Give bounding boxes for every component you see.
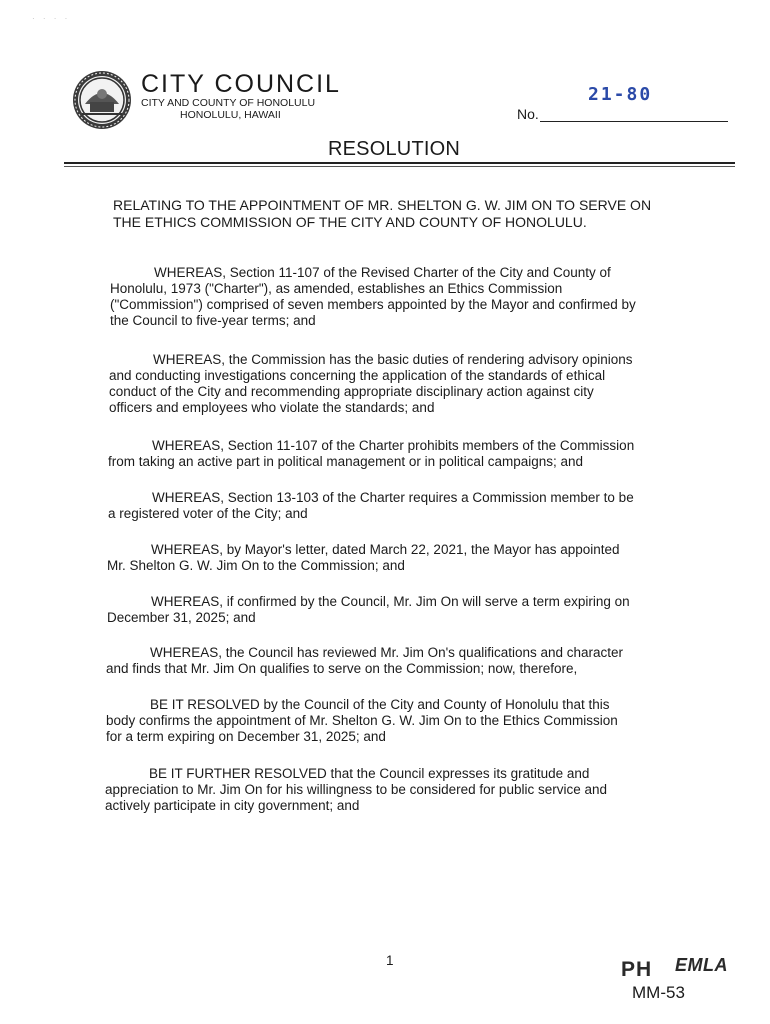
paragraph-line: Mr. Shelton G. W. Jim On to the Commission; and xyxy=(107,558,405,573)
paragraph-line: body confirms the appointment of Mr. Shelton G. W. Jim On to the Ethics Commission xyxy=(106,713,618,728)
scan-artifact: · · · · xyxy=(32,14,71,23)
paragraph-line: conduct of the City and recommending appropriate disciplinary action against city xyxy=(109,384,594,399)
number-label: No. xyxy=(517,106,539,122)
whereas-paragraph-3 xyxy=(108,438,634,470)
stamp-emla: EMLA xyxy=(675,955,728,975)
paragraph-line: and finds that Mr. Jim On qualifies to serve on the Commission; now, therefore, xyxy=(106,661,578,676)
paragraph-line: a registered voter of the City; and xyxy=(108,506,308,521)
paragraph-line: WHEREAS, by Mayor's letter, dated March 22, 2021, the Mayor has appointed xyxy=(151,542,620,557)
paragraph-line: WHEREAS, the Commission has the basic duties of rendering advisory opinions xyxy=(153,352,633,367)
whereas-paragraph-1 xyxy=(110,265,636,329)
council-title: CITY COUNCIL xyxy=(141,70,341,98)
paragraph-line: appreciation to Mr. Jim On for his willingness to be considered for public service and xyxy=(105,782,607,797)
heading-rule xyxy=(64,162,735,164)
paragraph-line: WHEREAS, Section 11-107 of the Charter prohibits members of the Commission xyxy=(152,438,635,453)
resolution-title xyxy=(113,197,651,231)
paragraph-line: BE IT FURTHER RESOLVED that the Council expresses its gratitude and xyxy=(149,766,590,781)
number-underline xyxy=(540,121,728,122)
paragraph-line: from taking an active part in political management or in political campaigns; and xyxy=(108,454,583,469)
resolved-paragraph xyxy=(106,697,618,745)
paragraph-line: the Council to five-year terms; and xyxy=(110,313,316,328)
paragraph-line: actively participate in city government; and xyxy=(105,798,360,813)
paragraph-line: WHEREAS, Section 11-107 of the Revised Charter of the City and County of xyxy=(154,265,611,280)
page-number: 1 xyxy=(386,953,394,968)
document-heading: RESOLUTION xyxy=(328,138,461,160)
paragraph-line: for a term expiring on December 31, 2025; and xyxy=(106,729,386,744)
paragraph-line: officers and employees who violate the standards; and xyxy=(109,400,435,415)
whereas-paragraph-5 xyxy=(107,542,620,574)
council-subtitle-city: CITY AND COUNTY OF HONOLULU xyxy=(141,97,316,109)
whereas-paragraph-6 xyxy=(107,594,630,626)
whereas-paragraph-4 xyxy=(108,490,634,522)
paragraph-line: ("Commission") comprised of seven members appointed by the Mayor and confirmed by xyxy=(110,297,636,312)
title-line: RELATING TO THE APPOINTMENT OF MR. SHELTON G. W. JIM ON TO SERVE ON xyxy=(113,197,652,213)
resolution-number-stamp: 21-80 xyxy=(588,84,653,105)
paragraph-line: WHEREAS, if confirmed by the Council, Mr. Jim On will serve a term expiring on xyxy=(151,594,630,609)
stamp-ph: PH xyxy=(621,958,653,981)
heading-rule-thin xyxy=(64,166,735,167)
title-line: THE ETHICS COMMISSION OF THE CITY AND COUNTY OF HONOLULU. xyxy=(113,214,587,230)
paragraph-line: and conducting investigations concerning the application of the standards of ethical xyxy=(109,368,606,383)
paragraph-line: WHEREAS, the Council has reviewed Mr. Jim On's qualifications and character xyxy=(150,645,624,660)
further-resolved-paragraph xyxy=(105,766,607,814)
paragraph-line: December 31, 2025; and xyxy=(107,610,256,625)
council-subtitle-location: HONOLULU, HAWAII xyxy=(180,109,281,121)
whereas-paragraph-7 xyxy=(106,645,623,677)
whereas-paragraph-2 xyxy=(109,352,632,416)
paragraph-line: BE IT RESOLVED by the Council of the City and County of Honolulu that this xyxy=(150,697,610,712)
document-code: MM-53 xyxy=(632,983,685,1002)
city-seal-icon xyxy=(72,70,132,130)
paragraph-line: Honolulu, 1973 ("Charter"), as amended, establishes an Ethics Commission xyxy=(110,281,563,296)
paragraph-line: WHEREAS, Section 13-103 of the Charter requires a Commission member to be xyxy=(152,490,634,505)
